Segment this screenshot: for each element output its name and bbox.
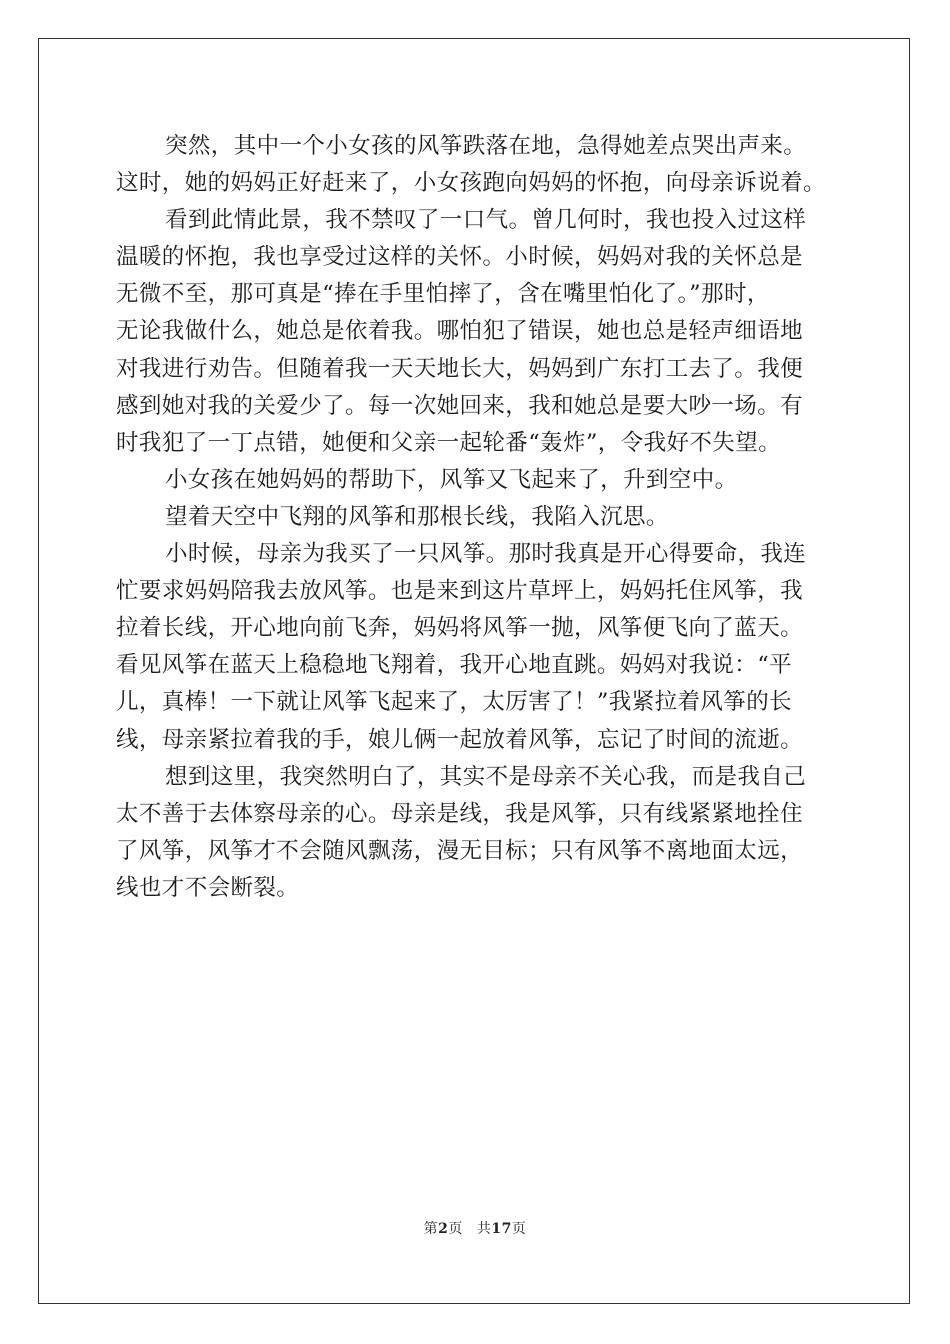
text-line: 突然，其中一个小女孩的风筝跌落在地，急得她差点哭出声来。: [165, 133, 807, 159]
text-line: 看见风筝在蓝天上稳稳地飞翔着，我开心地直跳。妈妈对我说：“平: [116, 652, 793, 679]
text-line: 感到她对我的关爱少了。每一次她回来，我和她总是要大吵一场。有: [116, 392, 804, 419]
text-line: 温暖的怀抱，我也享受过这样的关怀。小时候，妈妈对我的关怀总是: [116, 244, 804, 271]
footer-total-unit: 页: [511, 1221, 527, 1237]
footer-page-unit: 页: [448, 1221, 463, 1237]
page-footer: [0, 1218, 950, 1238]
text-line: 线，母亲紧拉着我的手，娘儿俩一起放着风筝，忘记了时间的流逝。: [116, 726, 804, 753]
text-line: 线也才不会断裂。: [116, 874, 300, 901]
text-line: 这时，她的妈妈正好赶来了，小女孩跑向妈妈的怀抱，向母亲诉说着。: [116, 170, 826, 197]
text-line: 儿，真棒！一下就让风筝飞起来了，太厉害了！”我紧拉着风筝的长: [116, 689, 793, 716]
text-line: 时我犯了一丁点错，她便和父亲一起轮番“轰炸”，令我好不失望。: [116, 429, 782, 456]
text-line: 看到此情此景，我不禁叹了一口气。曾几何时，我也投入过这样: [165, 207, 807, 234]
document-body: [116, 128, 836, 907]
current-page-number: 2: [438, 1221, 449, 1237]
text-line: 小时候，母亲为我买了一只风筝。那时我真是开心得要命，我连: [165, 541, 807, 568]
text-line: 无微不至，那可真是“捧在手里怕摔了，含在嘴里怕化了。”那时，: [116, 281, 770, 308]
text-line: 望着天空中飞翔的风筝和那根长线，我陷入沉思。: [165, 503, 669, 530]
text-line: 忙要求妈妈陪我去放风筝。也是来到这片草坪上，妈妈托住风筝，我: [116, 578, 804, 605]
total-page-count: 17: [491, 1221, 512, 1237]
text-line: 小女孩在她妈妈的帮助下，风筝又飞起来了，升到空中。: [165, 466, 738, 493]
text-line: 想到这里，我突然明白了，其实不是母亲不关心我，而是我自己: [165, 763, 807, 790]
text-line: 了风筝，风筝才不会随风飘荡，漫无目标；只有风筝不离地面太远，: [116, 837, 804, 864]
text-line: 拉着长线，开心地向前飞奔，妈妈将风筝一抛，风筝便飞向了蓝天。: [116, 615, 804, 642]
text-line: 对我进行劝告。但随着我一天天地长大，妈妈到广东打工去了。我便: [116, 355, 804, 382]
text-line: 太不善于去体察母亲的心。母亲是线，我是风筝，只有线紧紧地拴住: [116, 800, 804, 827]
text-line: 无论我做什么，她总是依着我。哪怕犯了错误，她也总是轻声细语地: [116, 318, 804, 345]
footer-prefix: 第: [423, 1221, 439, 1237]
footer-total-prefix: 共: [476, 1221, 492, 1237]
